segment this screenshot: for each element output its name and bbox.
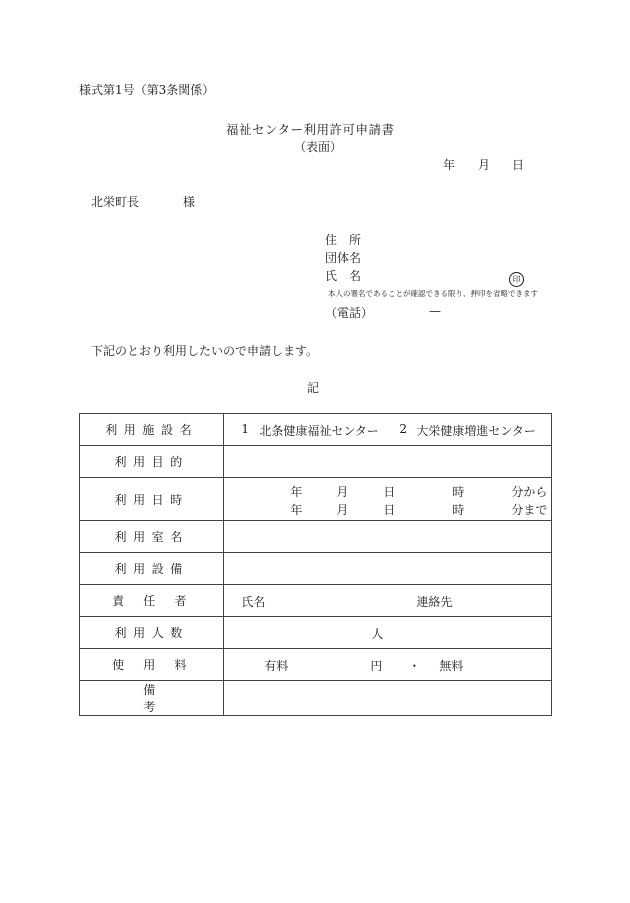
value-equipment[interactable] [224,553,552,585]
dt-from-month: 月 [336,485,349,499]
applicant-name-label: 氏 名 [325,269,362,283]
label-responsible: 責任者 [80,585,224,617]
label-equipment: 利用設備 [80,553,224,585]
ki-heading: 記 [307,381,320,395]
addressee-honorific: 様 [183,195,196,209]
dt-to-month: 月 [336,503,349,517]
responsible-name-label: 氏名 [241,595,266,609]
dt-to-hour: 時 [452,503,465,517]
value-purpose[interactable] [224,446,552,478]
seal-omission-note: 本人の署名であることが確認できる限り、押印を省略できます [328,289,538,298]
dt-from-hour: 時 [452,485,465,499]
document-subtitle: （表面） [294,140,343,154]
phone-separator: — [429,304,441,318]
responsible-contact-label: 連絡先 [416,595,453,609]
table-row-equipment [80,553,552,585]
label-room: 利用室名 [80,521,224,553]
table-row-purpose [80,446,552,478]
label-facility: 利用施設名 [80,414,224,446]
form-number: 様式第1号（第3条関係） [79,83,215,97]
value-count[interactable] [224,617,552,649]
dt-from-year: 年 [290,485,303,499]
count-unit: 人 [371,627,384,641]
table-row-responsible [80,585,552,617]
dt-from-suffix: 分から [511,485,548,499]
table-row-remarks [80,681,552,716]
group-name-label: 団体名 [325,251,362,265]
fee-paid-option: 有料 [264,659,289,673]
value-room[interactable] [224,521,552,553]
table-row-facility [80,414,552,446]
facility-option2: 大栄健康増進センター [416,424,536,438]
facility-option1-number: 1 [241,422,250,436]
address-label: 住 所 [325,233,362,247]
dt-to-day: 日 [383,503,396,517]
table-row-room [80,521,552,553]
value-responsible[interactable] [224,585,552,617]
fee-separator: ・ [408,659,421,673]
application-table [79,413,552,716]
facility-option2-number: 2 [399,422,408,436]
application-statement: 下記のとおり利用したいので申請します。 [91,344,319,358]
label-count: 利用人数 [80,617,224,649]
addressee-name: 北栄町長 [91,195,140,209]
dt-to-suffix: 分まで [511,503,548,517]
seal-icon: 印 [509,272,524,287]
label-fee: 使用料 [80,649,224,681]
date-day-label: 日 [512,158,525,172]
value-remarks[interactable] [224,681,552,716]
table-row-fee [80,649,552,681]
fee-yen-unit: 円 [370,659,383,673]
fee-free-option: 無料 [439,659,464,673]
dt-from-day: 日 [383,485,396,499]
seal-mark [509,267,524,287]
document-title: 福祉センター利用許可申請書 [226,122,395,137]
value-facility[interactable] [224,414,552,446]
label-purpose: 利用目的 [80,446,224,478]
facility-option1: 北条健康福祉センター [259,424,379,438]
table-row-count [80,617,552,649]
dt-to-year: 年 [290,503,303,517]
table-row-datetime [80,478,552,521]
date-month-label: 月 [478,158,491,172]
date-year-label: 年 [443,158,456,172]
label-remarks: 備考 [80,681,224,716]
value-fee[interactable] [224,649,552,681]
value-datetime[interactable] [224,478,552,521]
label-datetime: 利用日時 [80,478,224,521]
phone-label: （電話） [325,306,374,320]
